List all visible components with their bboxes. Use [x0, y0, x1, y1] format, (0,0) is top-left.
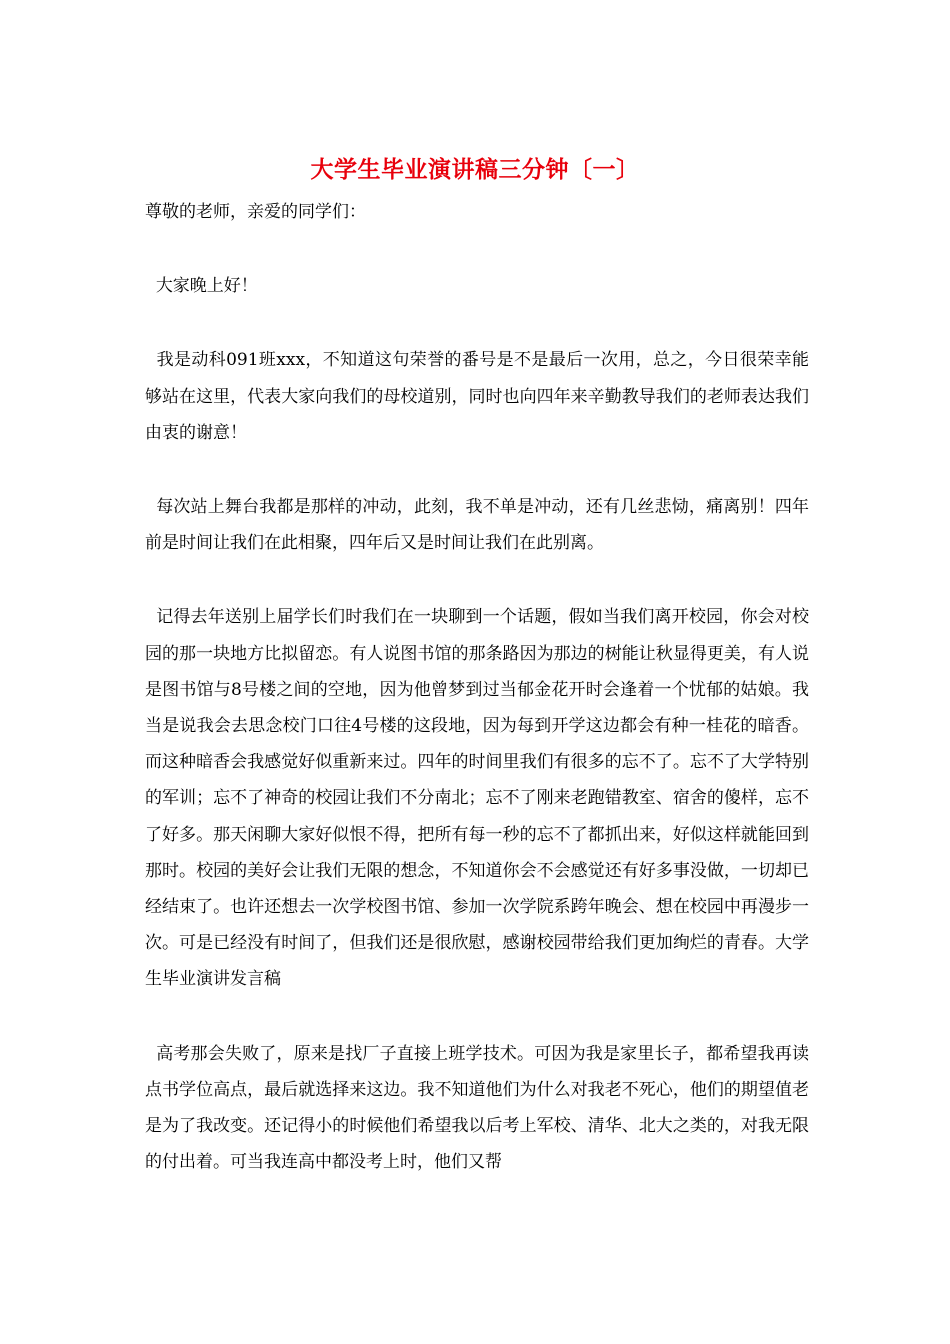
salutation-paragraph: 尊敬的老师，亲爱的同学们： — [145, 202, 366, 222]
document-title: 大学生毕业演讲稿三分钟〔一〕 — [310, 157, 640, 183]
greeting-paragraph: 大家晚上好！ — [145, 276, 258, 297]
emotion-paragraph: 每次站上舞台我都是那样的冲动，此刻，我不单是冲动，还有几丝悲恸，痛离别！四年前是时间让我们在此相聚，四年后又是时间让我们在此别离。 — [145, 497, 810, 554]
exam-paragraph: 高考那会失败了，原来是找厂子直接上班学技术。可因为我是家里长子，都希望我再读点书学位高点，最后就选择来这边。我不知道他们为什么对我老不死心，他们的期望值老是为了我改变。还记得小的时候他们希望我以后考上军校、清华、北大之类的，对我无限的付出着。可当我连高中都没考上时，他们又帮 — [145, 1043, 810, 1173]
document-body — [145, 194, 809, 1218]
memories-paragraph: 记得去年送别上届学长们时我们在一块聊到一个话题，假如当我们离开校园，你会对校园的那一块地方比拟留恋。有人说图书馆的那条路因为那边的树能让秋显得更美，有人说是图书馆与8号楼之间的空地，因为他曾梦到过当郁金花开时会逢着一个忧郁的姑娘。我当是说我会去思念校门口往4号楼的这段地，因为每到开学这边都会有种一桂花的暗香。而这种暗香会我感觉好似重新来过。四年的时间里我们有很多的忘不了。忘不了大学特别的军训；忘不了神奇的校园让我们不分南北；忘不了刚来老跑错教室、宿舍的傻样，忘不了好多。那天闲聊大家好似恨不得，把所有每一秒的忘不了都抓出来，好似这样就能回到那时。校园的美好会让我们无限的想念，不知道你会不会感觉还有好多事没做，一切却已经结束了。也许还想去一次学校图书馆、参加一次学院系跨年晚会、想在校园中再漫步一次。可是已经没有时间了，但我们还是很欣慰，感谢校园带给我们更加绚烂的青春。大学生毕业演讲发言稿 — [145, 607, 810, 990]
introduction-paragraph: 我是动科091班xxx，不知道这句荣誉的番号是不是最后一次用，总之，今日很荣幸能够站在这里，代表大家向我们的母校道别，同时也向四年来辛勤教导我们的老师表达我们由衷的谢意！ — [145, 350, 810, 443]
